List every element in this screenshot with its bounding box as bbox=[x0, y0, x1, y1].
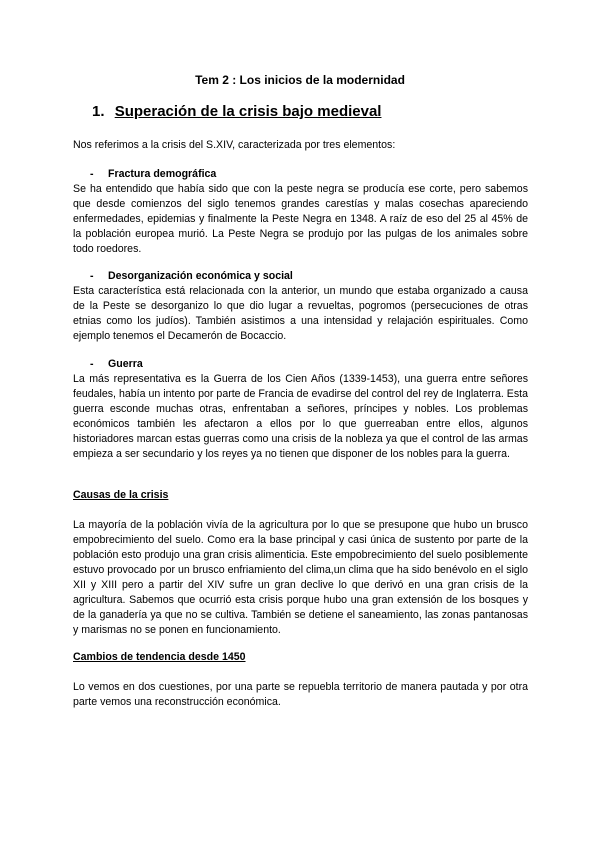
paragraph-desorganizacion: Esta característica está relacionada con la anterior, un mundo que estaba organizado a causa de la Peste se desorganizo lo que dio lugar a revueltas, pogromos (persecuciones de otras etnias como los judíos). También asistimos a una intensidad y relajación espirituales. Como ejemplo tenemos el Decamerón de Bocaccio. bbox=[73, 285, 528, 342]
intro-paragraph: Nos referimos a la crisis del S.XIV, caracterizada por tres elementos: bbox=[73, 139, 396, 151]
causes-heading: Causas de la crisis bbox=[73, 489, 169, 501]
section-heading-text: Superación de la crisis bajo medieval bbox=[114, 103, 382, 120]
bullet-heading-text: Desorganización económica y social bbox=[108, 270, 293, 282]
bullet-heading-demografica bbox=[90, 168, 216, 180]
paragraph-demografica: Se ha entendido que había sido que con la peste negra se producía ese corte, pero sabemos que desde comienzos del siglo tenemos grandes carestías y malas cosechas apareciendo enfermedades, epidemias y finalmente la Peste Negra en 1348. A raíz de eso del 25 al 45% de la población europea murió. La Peste Negra se produjo por las pulgas de los animales sobre todo roedores. bbox=[73, 183, 528, 255]
section-number: 1. bbox=[92, 103, 105, 120]
document-title: Tem 2 : Los inicios de la modernidad bbox=[195, 73, 405, 87]
bullet-heading-text: Guerra bbox=[108, 358, 143, 370]
paragraph-guerra: La más representativa es la Guerra de los Cien Años (1339-1453), una guerra entre señores feudales, había un intento por parte de Francia de evadirse del control del rey de Inglaterra. Esta guerra esconde muchas otras, enfrentaban a señores, príncipes y nobles. Los problemas económicos también les afectaron a ellos por lo que guerreaban entre ellos, algunos historiadores marcan estas guerras como una crisis de la nobleza ya que el control de las armas empieza a ser secundario y los reyes ya no tienen que disponer de los nobles para la guerra. bbox=[73, 373, 528, 460]
bullet-heading-guerra bbox=[90, 358, 143, 370]
bullet-heading-text: Fractura demográfica bbox=[108, 168, 217, 180]
bullet-heading-desorganizacion bbox=[90, 270, 293, 282]
bullet-dash: - bbox=[90, 358, 94, 370]
changes-heading: Cambios de tendencia desde 1450 bbox=[73, 651, 246, 663]
causes-paragraph: La mayoría de la población vivía de la agricultura por lo que se presupone que hubo un brusco empobrecimiento del suelo. Como era la base principal y casi única de sustento por parte de la población esto produjo una gran crisis alimenticia. Este empobrecimiento del suelo posiblemente estuvo provocado por un brusco enfriamiento del clima,un clima que ha sido benévolo en el siglo XII y XIII pero a partir del XIV sufre un gran declive lo que derivó en una gran crisis de la agricultura. Sabemos que ocurrió esta crisis porque hubo una gran extensión de los bosques y de la ganadería ya que no se cultiva. También se detiene el saneamiento, las zonas pantanosas y marismas no se ponen en funcionamiento. bbox=[73, 519, 528, 636]
bullet-dash: - bbox=[90, 270, 94, 282]
bullet-dash: - bbox=[90, 168, 94, 180]
section-heading bbox=[92, 103, 381, 120]
changes-paragraph: Lo vemos en dos cuestiones, por una parte se repuebla territorio de manera pautada y por otra parte vemos una reconstrucción económica. bbox=[73, 681, 528, 708]
